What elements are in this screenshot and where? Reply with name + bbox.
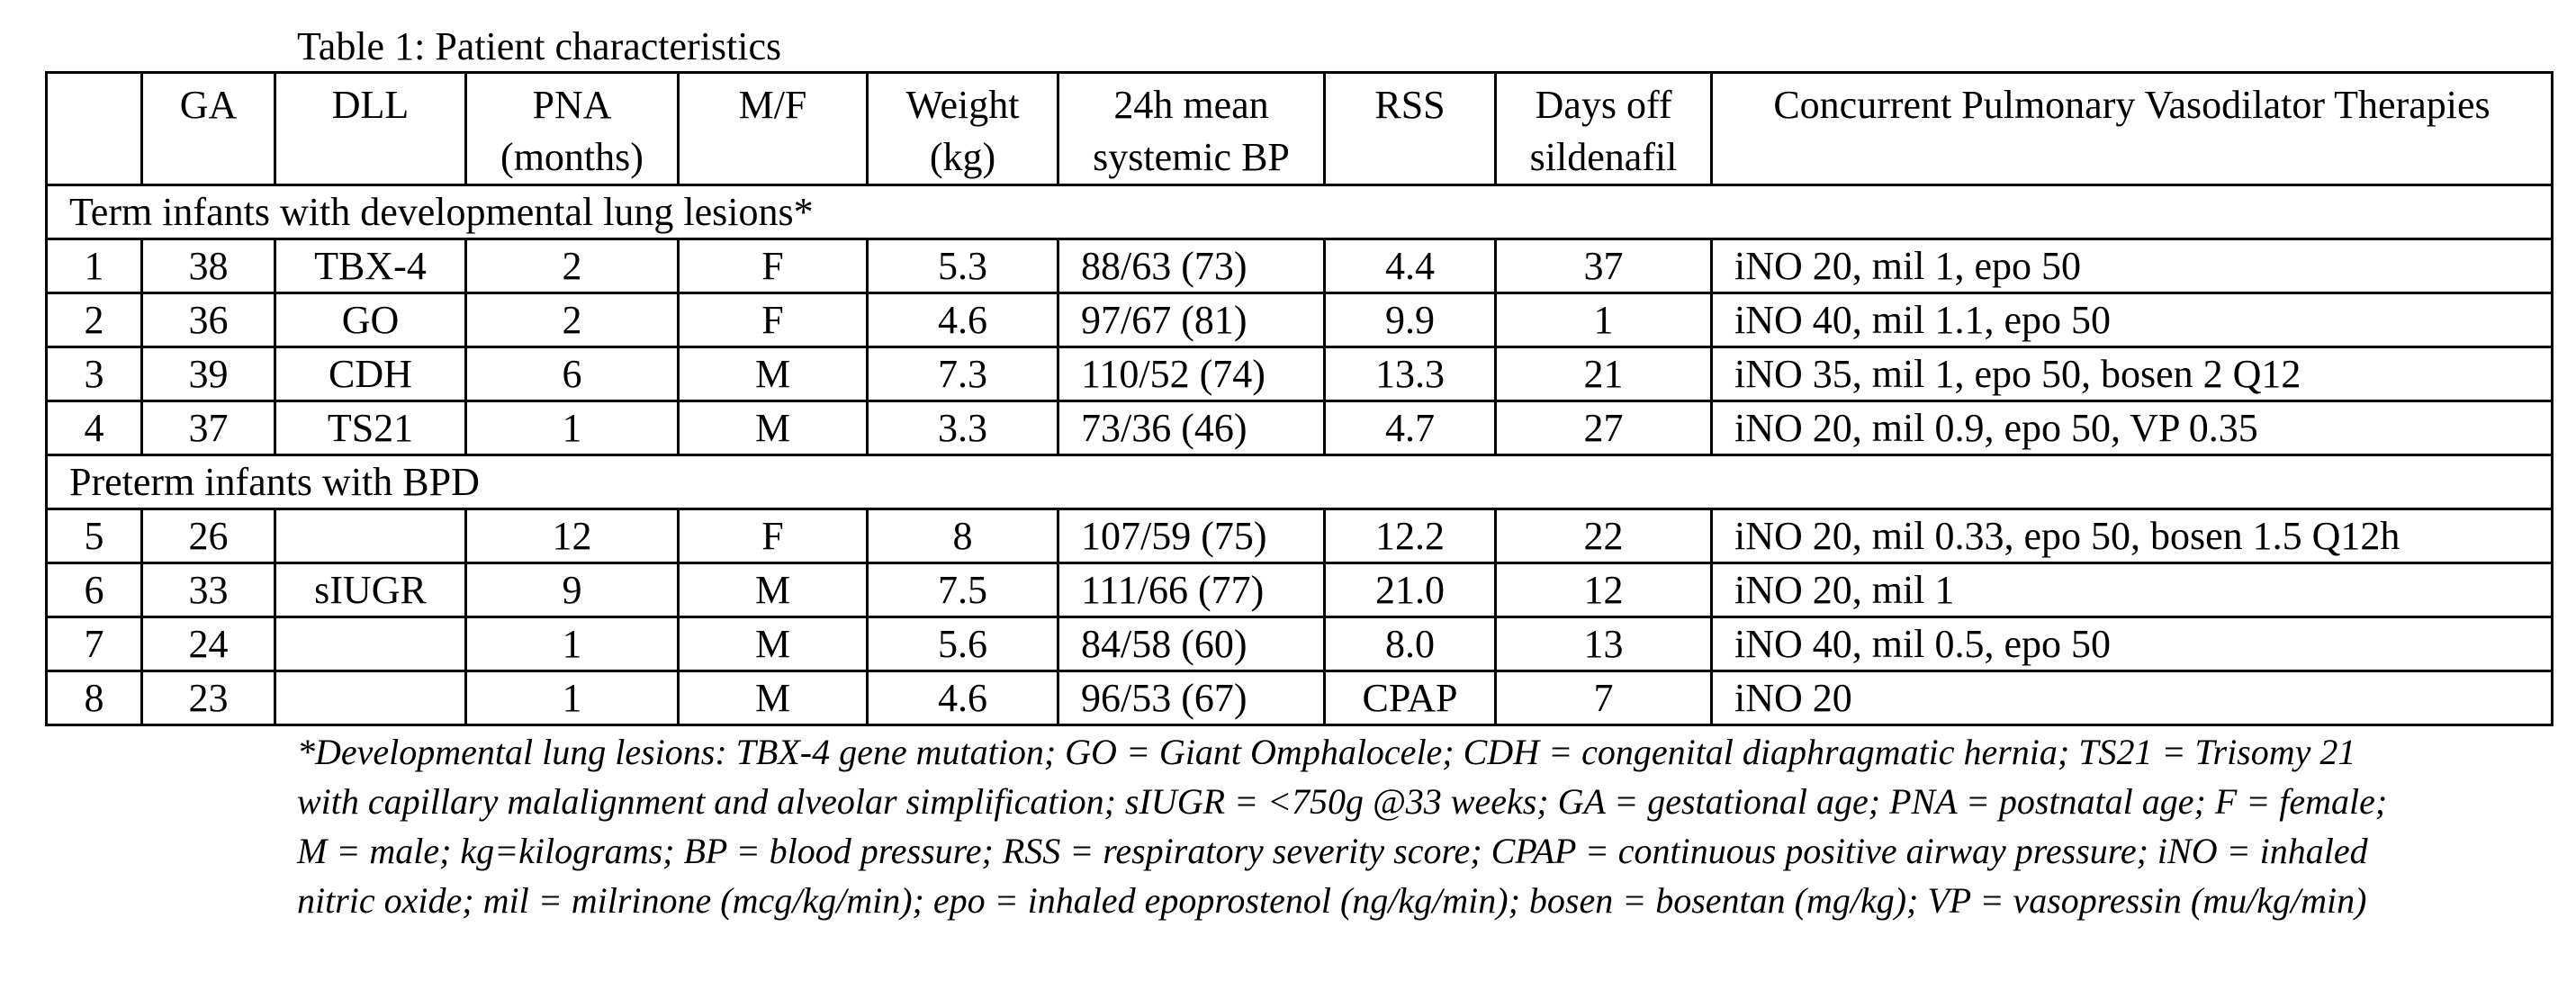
table-row [47,293,2553,347]
table-cell: 4 [47,401,142,455]
table-cell: 111/66 (77) [1058,563,1325,617]
table-cell: 9 [466,563,679,617]
table-cell: 2 [466,239,679,293]
table-cell: CDH [275,347,466,401]
table-cell: iNO 40, mil 1.1, epo 50 [1712,293,2553,347]
table-row [47,239,2553,293]
table-cell: 8 [868,509,1058,563]
table-cell: iNO 20, mil 1, epo 50 [1712,239,2553,293]
table-cell: iNO 35, mil 1, epo 50, bosen 2 Q12 [1712,347,2553,401]
section-title: Term infants with developmental lung lesions* [47,185,2553,239]
table-cell: 12 [466,509,679,563]
table-cell: 4.4 [1325,239,1496,293]
table-cell: 96/53 (67) [1058,671,1325,725]
table-cell: 5 [47,509,142,563]
table-cell: 4.7 [1325,401,1496,455]
header-cell [47,73,142,185]
table-cell: F [679,239,868,293]
table-cell: 110/52 (74) [1058,347,1325,401]
table-cell: 5.6 [868,617,1058,671]
table-cell: 1 [1496,293,1712,347]
table-cell: 38 [142,239,275,293]
table-cell: 33 [142,563,275,617]
table-cell: 9.9 [1325,293,1496,347]
table-cell: 37 [142,401,275,455]
table-cell: sIUGR [275,563,466,617]
table-cell: 13 [1496,617,1712,671]
header-cell: 24h mean systemic BP [1058,73,1325,185]
table-cell: 27 [1496,401,1712,455]
table-cell: 7.3 [868,347,1058,401]
table-cell: 1 [466,671,679,725]
section-row [47,455,2553,509]
table-cell: 88/63 (73) [1058,239,1325,293]
table-row [47,509,2553,563]
header-cell: M/F [679,73,868,185]
table-cell: M [679,617,868,671]
table-cell [275,617,466,671]
table-cell: TBX-4 [275,239,466,293]
table-cell: 22 [1496,509,1712,563]
header-cell: GA [142,73,275,185]
table-cell: F [679,293,868,347]
table-cell: iNO 20 [1712,671,2553,725]
table-cell: F [679,509,868,563]
table-cell: 21 [1496,347,1712,401]
table-cell: 8.0 [1325,617,1496,671]
table-row [47,563,2553,617]
table-footnote: *Developmental lung lesions: TBX-4 gene mutation; GO = Giant Omphalocele; CDH = congenital diaphragmatic hernia; TS21 = Trisomy 21 with capillary malalignment and alveolar simplification; sIUGR = <750g @33 weeks; GA = gestational age; PNA = postnatal age; F = female; M = male; kg=kilograms; BP = blood pressure; RSS = respiratory severity score; CPAP = continuous positive airway pressure; iNO = inhaled nitric oxide; mil = milrinone (mcg/kg/min); epo = inhaled epoprostenol (ng/kg/min); bosen = bosentan (mg/kg); VP = vasopressin (mu/kg/min) [297,732,2388,921]
table-cell: 97/67 (81) [1058,293,1325,347]
header-cell: Days off sildenafil [1496,73,1712,185]
section-row [47,185,2553,239]
table-row [47,671,2553,725]
table-cell: 21.0 [1325,563,1496,617]
header-row [47,73,2553,185]
table-cell: iNO 20, mil 0.33, epo 50, bosen 1.5 Q12h [1712,509,2553,563]
table-cell: 73/36 (46) [1058,401,1325,455]
table-cell: 39 [142,347,275,401]
table-row [47,617,2553,671]
table-cell: 37 [1496,239,1712,293]
table-cell: 26 [142,509,275,563]
header-cell: DLL [275,73,466,185]
table-cell: 3.3 [868,401,1058,455]
table-row [47,401,2553,455]
table-cell: iNO 20, mil 0.9, epo 50, VP 0.35 [1712,401,2553,455]
table-caption: Table 1: Patient characteristics [297,24,782,68]
header-cell: Concurrent Pulmonary Vasodilator Therapies [1712,73,2553,185]
table-cell: M [679,401,868,455]
table-cell: 36 [142,293,275,347]
table-cell: 7.5 [868,563,1058,617]
table-cell: 8 [47,671,142,725]
table-cell: 107/59 (75) [1058,509,1325,563]
section-title: Preterm infants with BPD [47,455,2553,509]
table-cell [275,509,466,563]
table-cell: iNO 40, mil 0.5, epo 50 [1712,617,2553,671]
table-cell: 7 [47,617,142,671]
table-cell: iNO 20, mil 1 [1712,563,2553,617]
table-cell: 4.6 [868,671,1058,725]
patient-characteristics-table [45,71,2553,726]
table-cell: CPAP [1325,671,1496,725]
table-cell: 2 [466,293,679,347]
table-cell: 2 [47,293,142,347]
header-cell: Weight (kg) [868,73,1058,185]
header-cell: PNA (months) [466,73,679,185]
table-cell: TS21 [275,401,466,455]
table-cell: 84/58 (60) [1058,617,1325,671]
table-cell: M [679,563,868,617]
table-cell: 12.2 [1325,509,1496,563]
header-cell: RSS [1325,73,1496,185]
table-cell: 4.6 [868,293,1058,347]
table-cell: M [679,347,868,401]
table-cell: 13.3 [1325,347,1496,401]
table-cell: 1 [466,617,679,671]
table-cell: 24 [142,617,275,671]
table-cell: 6 [466,347,679,401]
table-cell: M [679,671,868,725]
table-cell: 1 [466,401,679,455]
table-cell: 7 [1496,671,1712,725]
table-cell: 23 [142,671,275,725]
table-cell: 6 [47,563,142,617]
table-cell [275,671,466,725]
table-cell: GO [275,293,466,347]
table-cell: 12 [1496,563,1712,617]
table-cell: 3 [47,347,142,401]
table-row [47,347,2553,401]
table-cell: 1 [47,239,142,293]
table-cell: 5.3 [868,239,1058,293]
